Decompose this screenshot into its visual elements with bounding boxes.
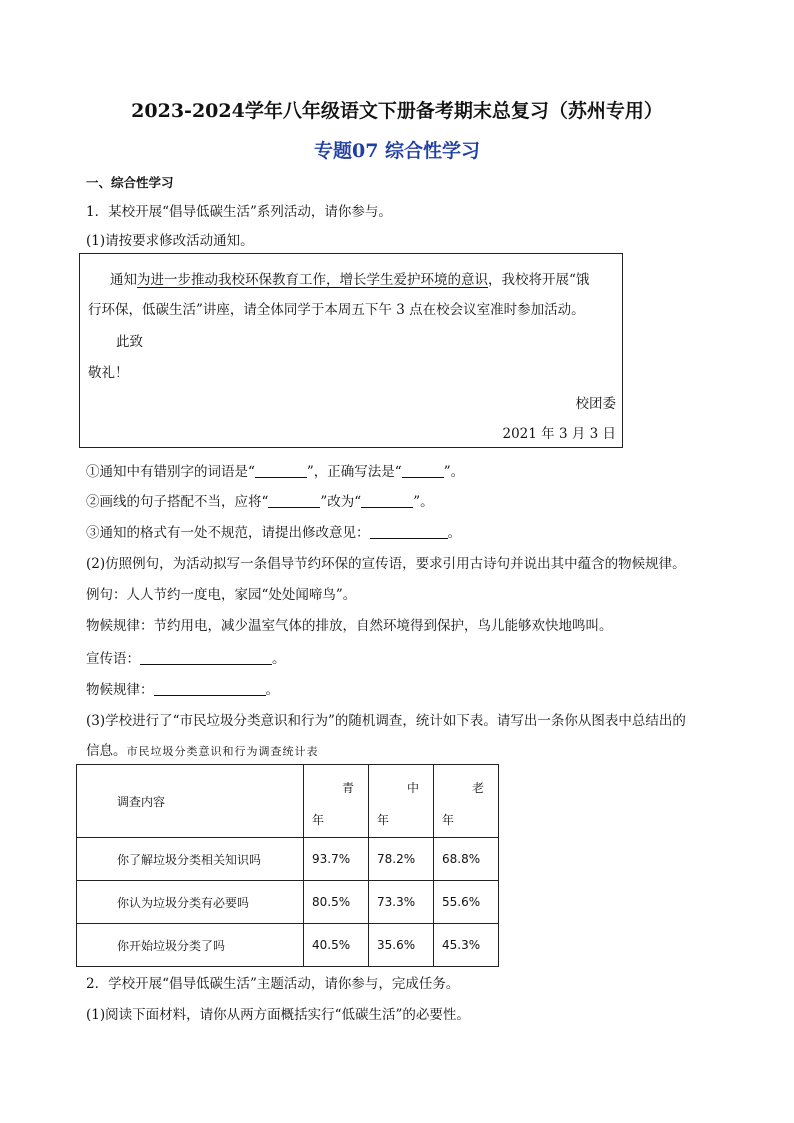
example-sentence: 例句：人人节约一度电，家园“处处闻啼鸟”。 — [86, 587, 357, 603]
table-row — [77, 924, 499, 967]
sub-question-2-text-c: ”。 — [413, 494, 434, 510]
table-cell: 73.3% — [369, 881, 434, 924]
survey-table — [76, 764, 499, 967]
table-cell: 40.5% — [304, 924, 369, 967]
sub-question-3 — [86, 521, 461, 541]
column-header-bottom: 年 — [377, 813, 390, 827]
sub-question-3-text-a: ③通知的格式有一处不规范，请提出修改意见： — [86, 525, 370, 541]
answer-blank[interactable] — [370, 524, 448, 539]
row-label: 你认为垃圾分类有必要吗 — [77, 881, 304, 924]
answer-blank[interactable] — [255, 463, 307, 478]
notice-date: 2021 年 3 月 3 日 — [502, 426, 616, 442]
sub-question-1-text-a: ①通知中有错别字的词语是“ — [86, 464, 255, 480]
sub-question-1-text-b: ”，正确写法是“ — [306, 464, 402, 480]
table-cell: 93.7% — [304, 838, 369, 881]
table-cell: 35.6% — [369, 924, 434, 967]
question-2-part-1: (1)阅读下面材料，请你从两方面概括实行“低碳生活”的必要性。 — [86, 1007, 470, 1023]
notice-line-1 — [110, 268, 589, 288]
column-header-bottom: 年 — [312, 813, 325, 827]
question-1-part-1: (1)请按要求修改活动通知。 — [86, 233, 254, 249]
notice-signer: 校团委 — [575, 396, 616, 412]
notice-line-1-suffix: ，我校将开展“饿 — [488, 272, 590, 288]
row-label: 你了解垃圾分类相关知识吗 — [77, 838, 304, 881]
answer-blank[interactable] — [361, 493, 413, 508]
table-cell: 55.6% — [434, 881, 499, 924]
sub-question-2-text-a: ②画线的句子搭配不当，应将“ — [86, 494, 269, 510]
document-title: 2023-2024学年八年级语文下册备考期末总复习（苏州专用） — [131, 100, 663, 122]
notice-closing-2: 敬礼！ — [88, 365, 129, 381]
phenology-answer-blank[interactable] — [154, 681, 266, 696]
phenology-end: 。 — [265, 682, 279, 698]
slogan-label: 宣传语： — [86, 651, 140, 667]
question-2-stem: 2．学校开展“倡导低碳生活”主题活动，请你参与，完成任务。 — [86, 976, 460, 992]
question-1-stem: 1．某校开展“倡导低碳生活”系列活动，请你参与。 — [86, 204, 392, 220]
answer-blank[interactable] — [402, 463, 444, 478]
column-header-bottom: 年 — [442, 813, 455, 827]
notice-line-2: 行环保，低碳生活”讲座，请全体同学于本周五下午 3 点在校会议室准时参加活动。 — [88, 302, 585, 318]
example-phenology-rule: 物候规律：节约用电，减少温室气体的排放，自然环境得到保护，鸟儿能够欢快地鸣叫。 — [86, 618, 613, 634]
column-header-top: 老 — [471, 781, 484, 795]
sub-question-2-text-b: ”改为“ — [320, 494, 362, 510]
table-cell: 80.5% — [304, 881, 369, 924]
topic-title: 专题07 综合性学习 — [313, 140, 481, 162]
table-header-row — [77, 765, 499, 838]
phenology-label: 物候规律： — [86, 682, 154, 698]
phenology-line — [86, 678, 279, 698]
question-1-part-2: (2)仿照例句，为活动拟写一条倡导节约环保的宣传语，要求引用古诗句并说出其中蕴含的物候规律。 — [86, 556, 686, 572]
notice-box — [79, 253, 623, 448]
header-cell — [434, 765, 499, 838]
slogan-answer-blank[interactable] — [140, 650, 272, 665]
header-label: 调查内容 — [117, 795, 166, 809]
answer-blank[interactable] — [268, 493, 320, 508]
sub-question-3-text-b: 。 — [447, 525, 461, 541]
question-1-part-3-cont — [86, 739, 319, 759]
table-row — [77, 881, 499, 924]
sub-question-1 — [86, 460, 464, 480]
underlined-sentence: 为进一步推动我校环保教育工作，增长学生爱护环境的意识 — [137, 272, 488, 288]
notice-prefix: 通知 — [110, 272, 137, 288]
table-cell: 45.3% — [434, 924, 499, 967]
question-1-part-3: (3)学校进行了“市民垃圾分类意识和行为”的随机调查，统计如下表。请写出一条你从图表中总结出的 — [86, 713, 686, 729]
slogan-end: 。 — [272, 651, 286, 667]
table-cell: 68.8% — [434, 838, 499, 881]
header-cell — [77, 765, 304, 838]
notice-closing-1: 此致 — [116, 334, 143, 350]
sub-question-1-text-c: ”。 — [443, 464, 465, 480]
header-cell — [304, 765, 369, 838]
table-row — [77, 838, 499, 881]
column-header-top: 青 — [341, 781, 354, 795]
table-caption: 市民垃圾分类意识和行为调查统计表 — [126, 745, 319, 758]
table-cell: 78.2% — [369, 838, 434, 881]
sub-question-2 — [86, 490, 434, 510]
column-header-top: 中 — [406, 781, 419, 795]
header-cell — [369, 765, 434, 838]
slogan-line — [86, 647, 286, 667]
row-label: 你开始垃圾分类了吗 — [77, 924, 304, 967]
part-3-tail: 信息。 — [86, 743, 127, 759]
section-heading: 一、综合性学习 — [86, 175, 174, 190]
